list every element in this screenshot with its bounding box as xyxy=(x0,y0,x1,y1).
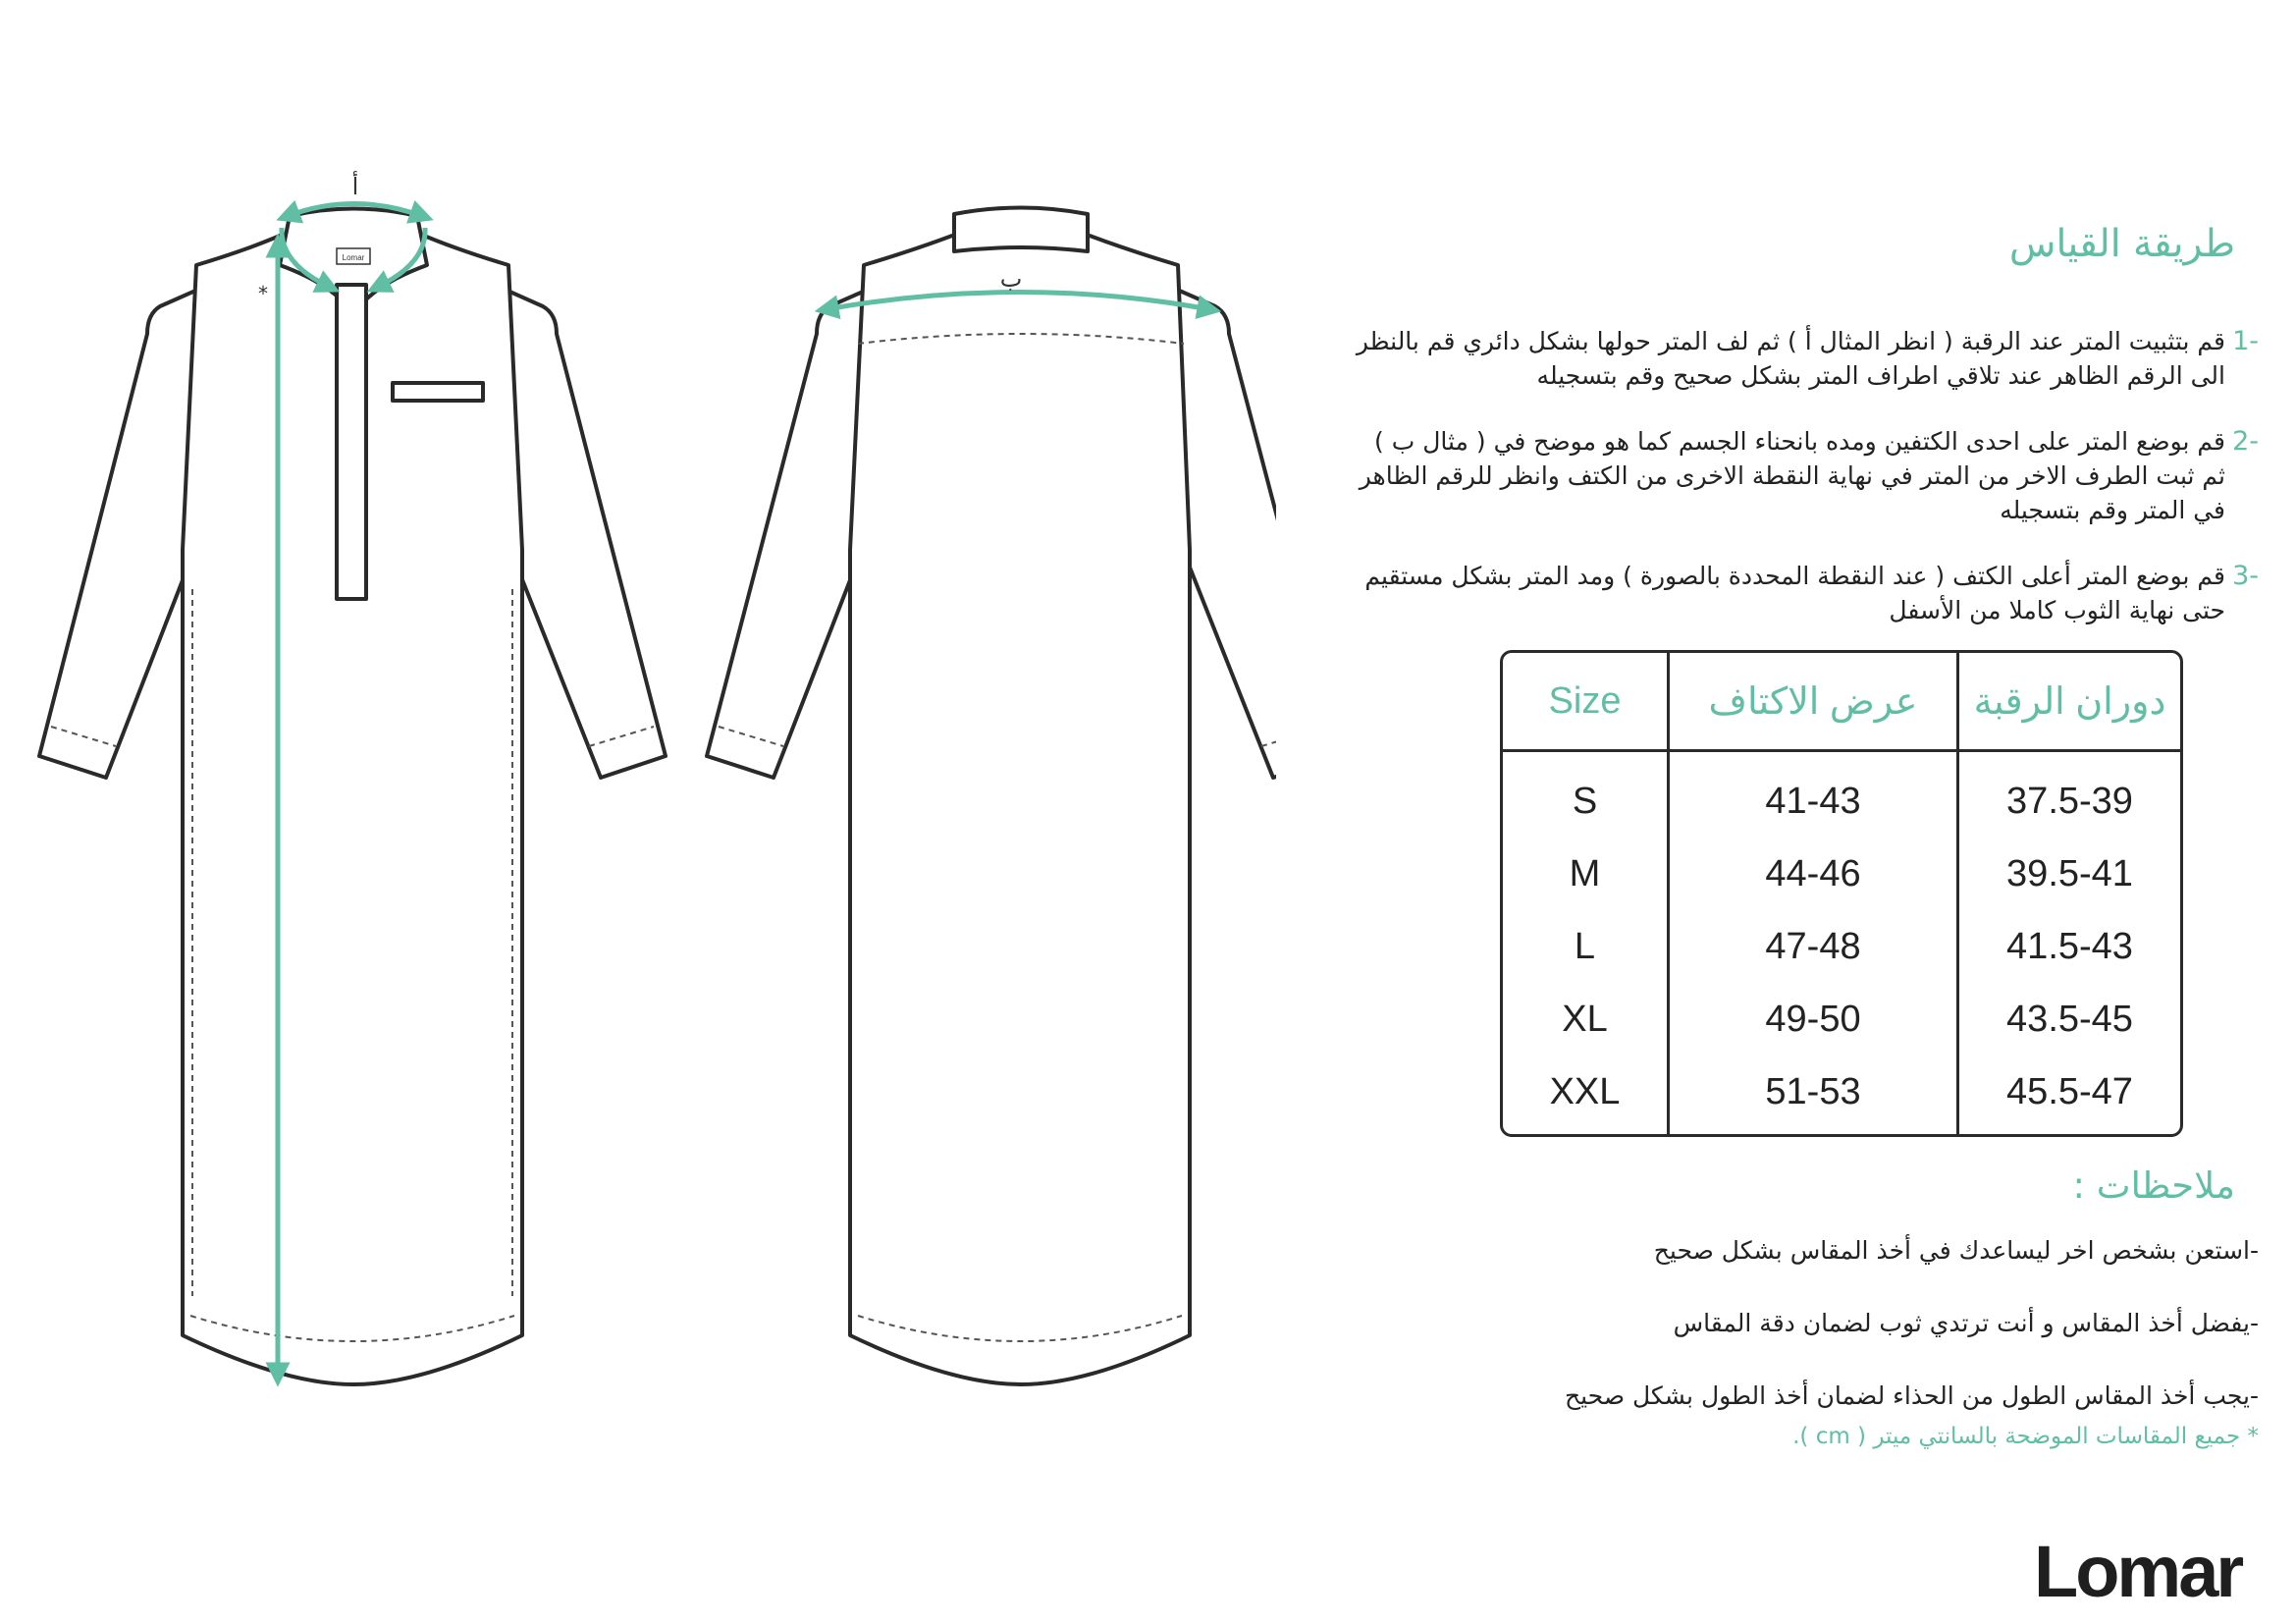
note-item: -يجب أخذ المقاس الطول من الحذاء لضمان أخذ الطول بشكل صحيح xyxy=(1565,1381,2259,1410)
note-item: -يفضل أخذ المقاس و أنت ترتدي ثوب لضمان دقة المقاس xyxy=(1673,1309,2259,1337)
instruction-step xyxy=(1356,324,2259,393)
cell-shoulder: 49-50 xyxy=(1669,983,1958,1056)
table-header-row xyxy=(1503,653,2180,751)
step-number: 1- xyxy=(2232,326,2259,356)
step-text: قم بوضع المتر أعلى الكتف ( عند النقطة المحددة بالصورة ) ومد المتر بشكل مستقيم حتى نهاية الثوب كاملا من الأسفل xyxy=(1364,562,2225,624)
thobe-front-view xyxy=(39,209,666,1385)
collar-tag-text: Lomar xyxy=(342,253,365,262)
front-placket xyxy=(337,285,366,599)
cell-size: S xyxy=(1503,751,1669,839)
instruction-step xyxy=(1356,559,2259,627)
cell-neck: 43.5-45 xyxy=(2006,998,2133,1040)
cell-neck: 37.5-39 xyxy=(2006,780,2133,822)
label-b: ب xyxy=(999,265,1023,293)
cell-neck: 39.5-41 xyxy=(2006,852,2133,894)
cell-shoulder: 44-46 xyxy=(1669,838,1958,910)
instruction-steps xyxy=(1356,324,2259,659)
step-text: قم بوضع المتر على احدى الكتفين ومده بانحناء الجسم كما هو موضح في ( مثال ب ) ثم ثبت الطرف الاخر من المتر في نهاية النقطة الاخرى من الكتف وانظر للرقم الظاهر في المتر وقم بتسجيله xyxy=(1359,427,2225,524)
cell-size: L xyxy=(1503,910,1669,983)
front-pocket xyxy=(393,383,483,401)
header-size: Size xyxy=(1503,653,1669,751)
step-number: 3- xyxy=(2232,561,2259,591)
size-chart-table xyxy=(1500,650,2183,1137)
cell-neck: 45.5-47 xyxy=(2006,1070,2133,1112)
table-row xyxy=(1503,751,2180,839)
cell-shoulder: 47-48 xyxy=(1669,910,1958,983)
cell-size: XXL xyxy=(1503,1056,1669,1137)
cell-shoulder: 51-53 xyxy=(1669,1056,1958,1137)
lomar-logo: Lomar xyxy=(2034,1531,2242,1612)
instruction-step xyxy=(1356,424,2259,527)
step-number: 2- xyxy=(2232,426,2259,457)
thobe-back-view xyxy=(707,208,1276,1385)
cell-shoulder: 41-43 xyxy=(1669,751,1958,839)
table-row xyxy=(1503,910,2180,983)
header-neck-circumference: دوران الرقبة xyxy=(1958,653,2181,751)
back-body xyxy=(850,236,1190,1384)
step-text: قم بتثبيت المتر عند الرقبة ( انظر المثال أ ) ثم لف المتر حولها بشكل دائري قم بالنظر الى الرقم الظاهر عند تلاقي اطراف المتر بشكل صحيح وقم بتسجيله xyxy=(1356,327,2225,390)
units-footnote: * جميع المقاسات الموضحة بالسانتي ميتر ( cm ). xyxy=(1792,1424,2259,1449)
cell-size: XL xyxy=(1503,983,1669,1056)
cell-neck: 41.5-43 xyxy=(2006,925,2133,967)
notes-list xyxy=(1473,1233,2259,1451)
instructions-title: طريقة القياس xyxy=(2008,222,2235,266)
label-star: * xyxy=(258,282,268,305)
table-row xyxy=(1503,838,2180,910)
table-row xyxy=(1503,983,2180,1056)
note-item: -استعن بشخص اخر ليساعدك في أخذ المقاس بشكل صحيح xyxy=(1653,1236,2259,1265)
cell-size: M xyxy=(1503,838,1669,910)
back-collar xyxy=(954,208,1088,252)
header-shoulder-width: عرض الاكتاف xyxy=(1669,653,1958,751)
table-row xyxy=(1503,1056,2180,1137)
label-a: أ xyxy=(351,173,359,200)
notes-title: ملاحظات : xyxy=(2072,1164,2235,1207)
